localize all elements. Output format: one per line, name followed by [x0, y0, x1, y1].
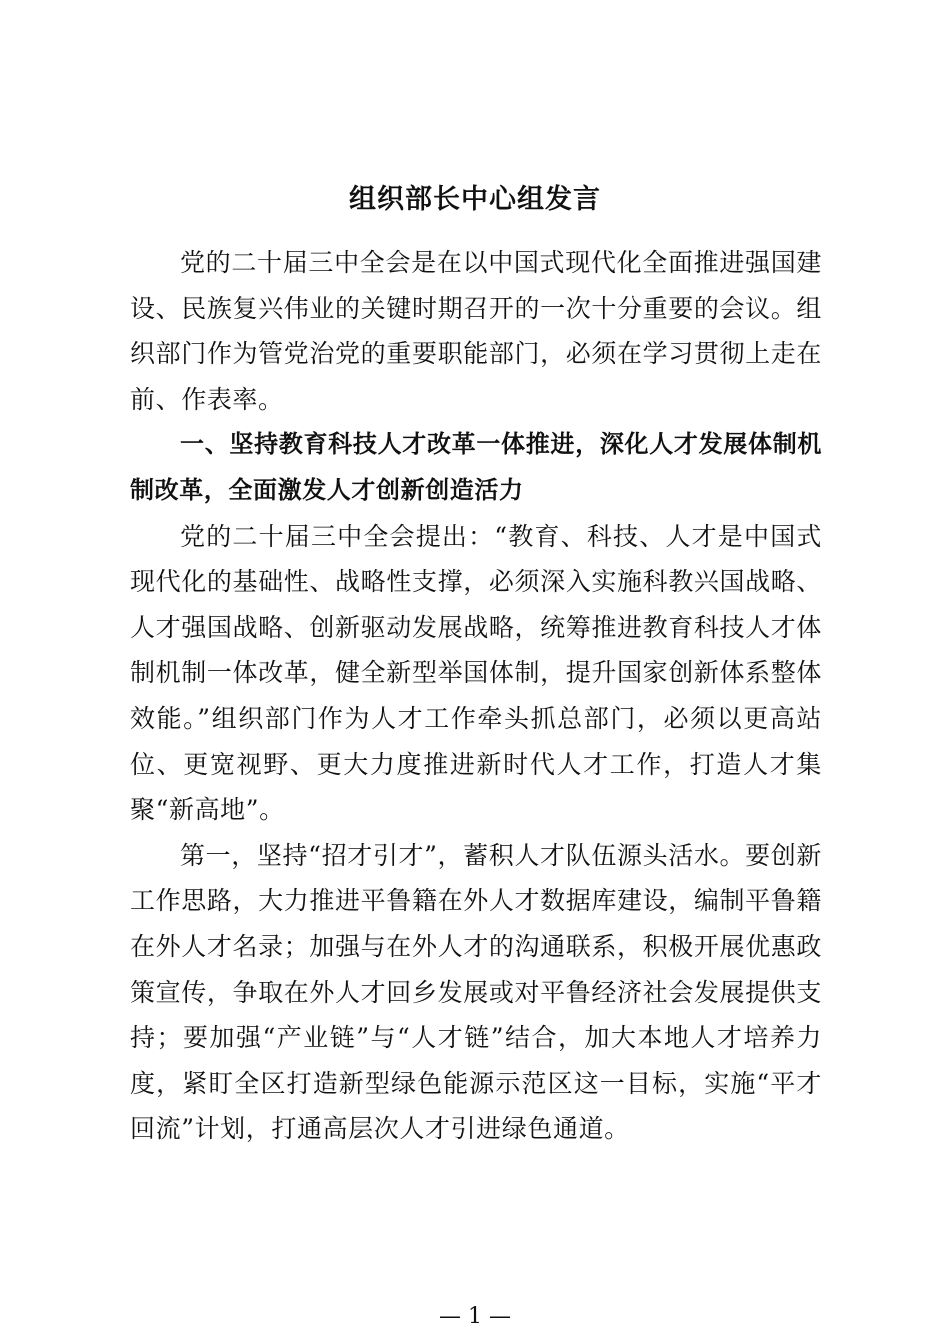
intro-paragraph: 党的二十届三中全会是在以中国式现代化全面推进强国建设、民族复兴伟业的关键时期召开的一次十分重要的会议。组织部门作为管党治党的重要职能部门，必须在学习贯彻上走在前、作表率。: [130, 248, 822, 414]
body-paragraph: 党的二十届三中全会提出：“教育、科技、人才是中国式现代化的基础性、战略性支撑，必须深入实施科教兴国战略、人才强国战略、创新驱动发展战略，统筹推进教育科技人才体制机制一体改革，健全新型举国体制，提升国家创新体系整体效能。”组织部门作为人才工作牵头抓总部门，必须以更高站位、更宽视野、更大力度推进新时代人才工作，打造人才集聚“新高地”。: [130, 521, 822, 825]
section-heading: 一、坚持教育科技人才改革一体推进，深化人才发展体制机制改革，全面激发人才创新创造活力: [130, 430, 822, 504]
body-paragraph: 第一，坚持“招才引才”，蓄积人才队伍源头活水。要创新工作思路，大力推进平鲁籍在外人才数据库建设，编制平鲁籍在外人才名录；加强与在外人才的沟通联系，积极开展优惠政策宣传，争取在外人才回乡发展或对平鲁经济社会发展提供支持；要加强“产业链”与“人才链”结合，加大本地人才培养力度，紧盯全区打造新型绿色能源示范区这一目标，实施“平才回流”计划，打通高层次人才引进绿色通道。: [130, 840, 822, 1144]
document-title: 组织部长中心组发言: [349, 184, 601, 215]
document-body: [130, 240, 822, 1152]
page-number: — 1 —: [439, 1304, 511, 1329]
